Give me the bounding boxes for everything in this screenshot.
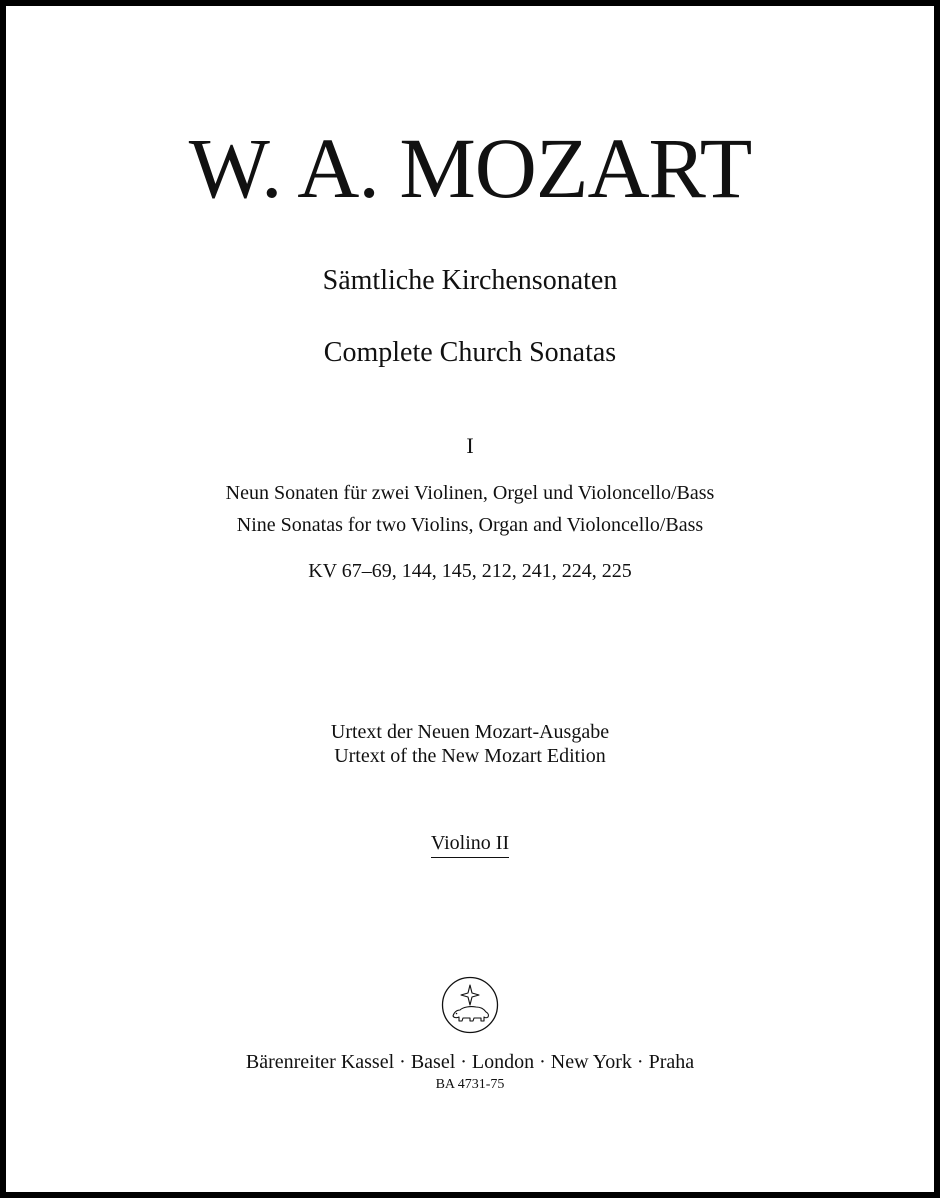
- part-line: [6, 830, 934, 858]
- volume-number: I: [466, 433, 474, 458]
- order-number: BA 4731-75: [435, 1077, 505, 1092]
- title-english: Complete Church Sonatas: [323, 337, 617, 368]
- composer-name: W. A. MOZART: [188, 120, 752, 216]
- description-german: Neun Sonaten für zwei Violinen, Orgel und Violoncello/Bass: [225, 482, 715, 504]
- description-english: Nine Sonatas for two Violins, Organ and Violoncello/Bass: [236, 514, 704, 536]
- kv-catalogue-numbers: KV 67–69, 144, 145, 212, 241, 224, 225: [308, 560, 632, 582]
- publisher-cities: Bärenreiter Kassel · Basel · London · New York · Praha: [245, 1051, 695, 1073]
- part-label: Violino II: [431, 830, 509, 858]
- title-german: Sämtliche Kirchensonaten: [322, 265, 618, 296]
- urtext-english: Urtext of the New Mozart Edition: [334, 745, 606, 767]
- urtext-german: Urtext der Neuen Mozart-Ausgabe: [330, 721, 610, 743]
- baerenreiter-bear-star-logo-icon: [441, 976, 499, 1034]
- cover-page: [6, 6, 934, 1192]
